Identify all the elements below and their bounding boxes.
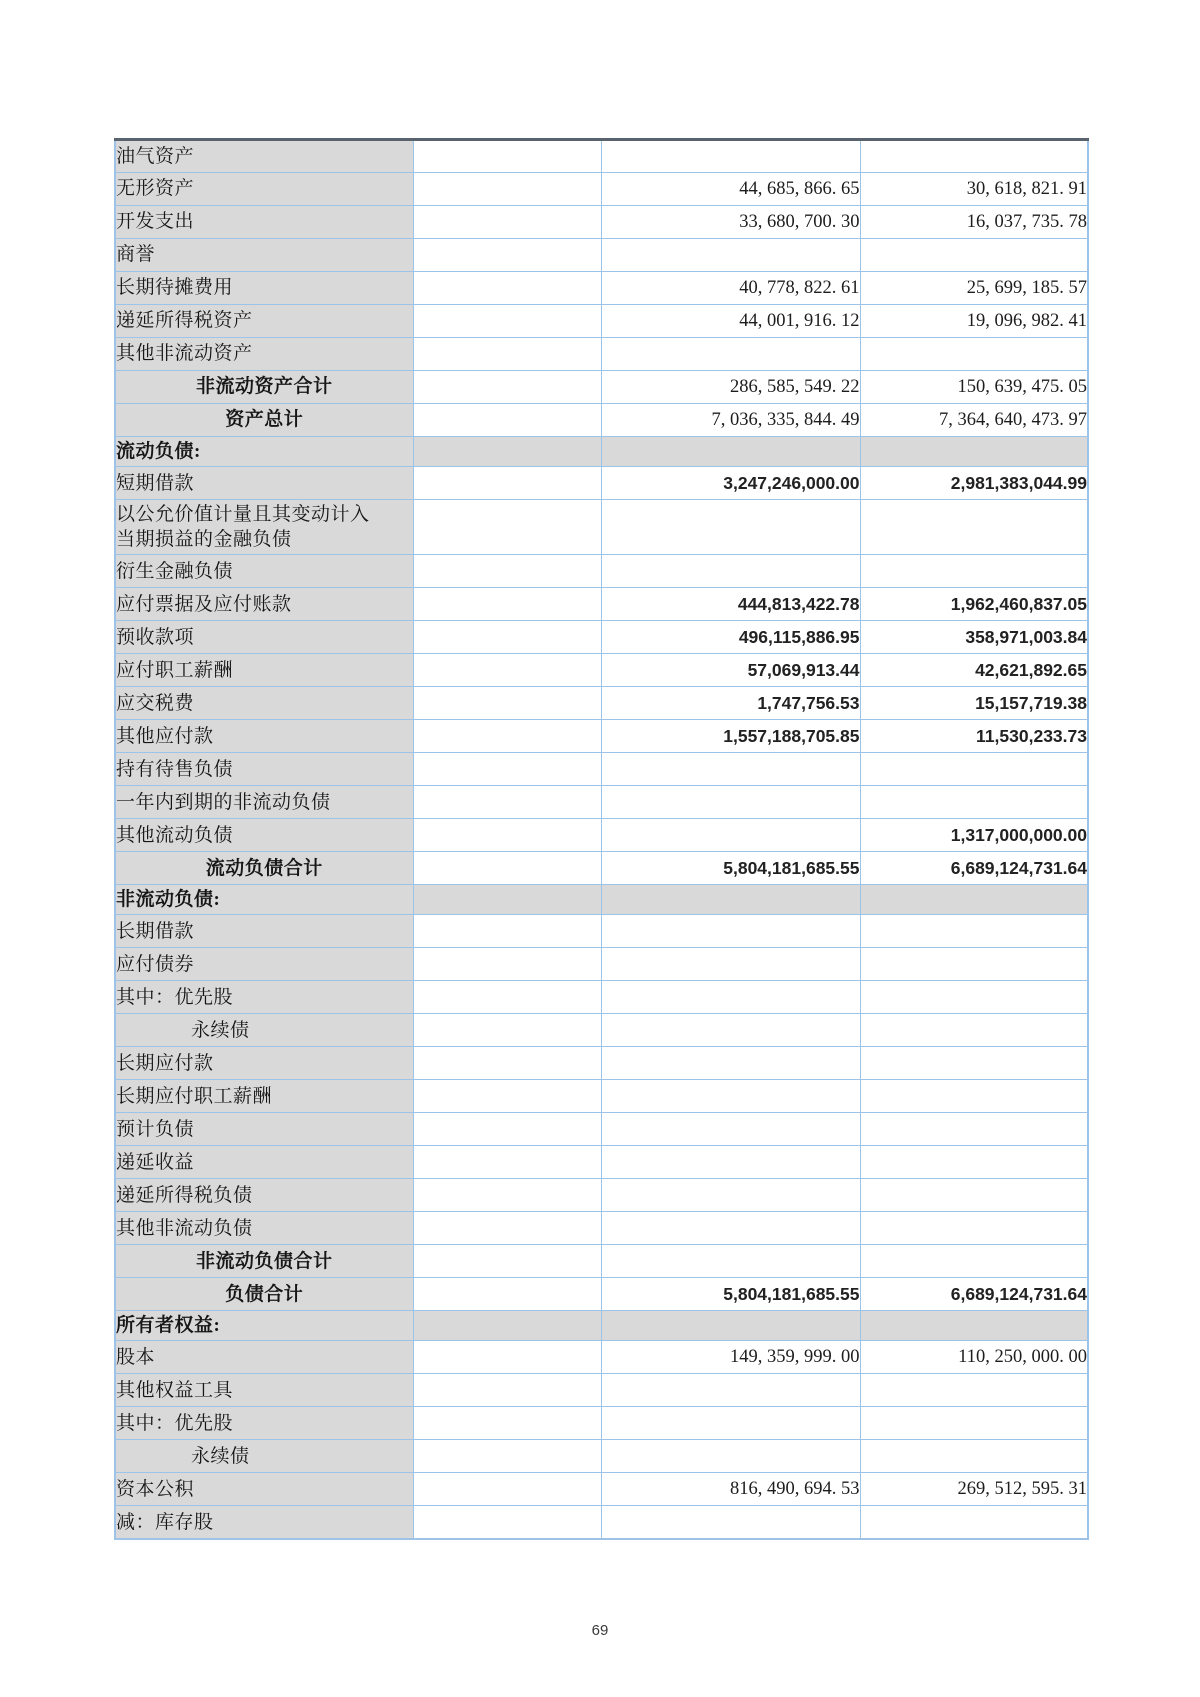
row-label: 其中：优先股: [115, 1407, 413, 1440]
row-label: 流动负债合计: [115, 852, 413, 885]
note-cell: [413, 305, 601, 338]
table-row: [115, 885, 1088, 915]
prior-period-amount: 6,689,124,731.64: [860, 852, 1088, 885]
row-label: 非流动资产合计: [115, 371, 413, 404]
note-cell: [413, 1311, 601, 1341]
note-cell: [413, 272, 601, 305]
row-label: 减：库存股: [115, 1506, 413, 1539]
prior-period-amount: [860, 948, 1088, 981]
table-row: [115, 1407, 1088, 1440]
table-row: [115, 915, 1088, 948]
prior-period-amount: [860, 786, 1088, 819]
row-label-line: 以公允价值计量且其变动计入: [116, 504, 370, 526]
row-label: [115, 500, 413, 555]
table-row: [115, 371, 1088, 404]
table-row: [115, 437, 1088, 467]
row-label: 持有待售负债: [115, 753, 413, 786]
row-label: 应付票据及应付账款: [115, 588, 413, 621]
note-cell: [413, 915, 601, 948]
table-row: [115, 1146, 1088, 1179]
table-row: [115, 687, 1088, 720]
row-label: 长期应付款: [115, 1047, 413, 1080]
table-row: [115, 338, 1088, 371]
note-cell: [413, 1080, 601, 1113]
note-cell: [413, 1113, 601, 1146]
table-row: [115, 654, 1088, 687]
note-cell: [413, 140, 601, 173]
current-period-amount: 444,813,422.78: [601, 588, 860, 621]
note-cell: [413, 371, 601, 404]
current-period-amount: [601, 1506, 860, 1539]
table-row: [115, 239, 1088, 272]
current-period-amount: [601, 1311, 860, 1341]
note-cell: [413, 852, 601, 885]
prior-period-amount: [860, 981, 1088, 1014]
prior-period-amount: 269, 512, 595. 31: [860, 1473, 1088, 1506]
prior-period-amount: [860, 1245, 1088, 1278]
prior-period-amount: 150, 639, 475. 05: [860, 371, 1088, 404]
table-row: [115, 1473, 1088, 1506]
note-cell: [413, 1047, 601, 1080]
prior-period-amount: [860, 437, 1088, 467]
prior-period-amount: 16, 037, 735. 78: [860, 206, 1088, 239]
row-label: 应付职工薪酬: [115, 654, 413, 687]
current-period-amount: [601, 786, 860, 819]
table-row: [115, 1341, 1088, 1374]
row-label: 其他非流动负债: [115, 1212, 413, 1245]
table-row: [115, 1179, 1088, 1212]
row-label: 股本: [115, 1341, 413, 1374]
row-label: 一年内到期的非流动负债: [115, 786, 413, 819]
row-label: 递延所得税资产: [115, 305, 413, 338]
note-cell: [413, 338, 601, 371]
row-label: 非流动负债合计: [115, 1245, 413, 1278]
current-period-amount: 33, 680, 700. 30: [601, 206, 860, 239]
row-label: 其他应付款: [115, 720, 413, 753]
current-period-amount: [601, 915, 860, 948]
note-cell: [413, 1374, 601, 1407]
current-period-amount: [601, 140, 860, 173]
table-row: [115, 753, 1088, 786]
row-label: 所有者权益:: [115, 1311, 413, 1341]
current-period-amount: [601, 1374, 860, 1407]
note-cell: [413, 1341, 601, 1374]
note-cell: [413, 1407, 601, 1440]
table-row: [115, 404, 1088, 437]
table-row: [115, 1278, 1088, 1311]
row-label: 其中：优先股: [115, 981, 413, 1014]
current-period-amount: [601, 1113, 860, 1146]
note-cell: [413, 588, 601, 621]
current-period-amount: 5,804,181,685.55: [601, 852, 860, 885]
prior-period-amount: 6,689,124,731.64: [860, 1278, 1088, 1311]
row-label: 递延所得税负债: [115, 1179, 413, 1212]
current-period-amount: 149, 359, 999. 00: [601, 1341, 860, 1374]
prior-period-amount: 15,157,719.38: [860, 687, 1088, 720]
prior-period-amount: [860, 500, 1088, 555]
current-period-amount: [601, 819, 860, 852]
row-label: 递延收益: [115, 1146, 413, 1179]
note-cell: [413, 1014, 601, 1047]
row-label: 其他流动负债: [115, 819, 413, 852]
note-cell: [413, 687, 601, 720]
prior-period-amount: 25, 699, 185. 57: [860, 272, 1088, 305]
row-label: 衍生金融负债: [115, 555, 413, 588]
current-period-amount: [601, 1179, 860, 1212]
current-period-amount: 57,069,913.44: [601, 654, 860, 687]
table-row: [115, 948, 1088, 981]
row-label: 无形资产: [115, 173, 413, 206]
row-label-line: 当期损益的金融负债: [116, 529, 292, 551]
row-label: 负债合计: [115, 1278, 413, 1311]
table-row: [115, 140, 1088, 173]
prior-period-amount: 358,971,003.84: [860, 621, 1088, 654]
prior-period-amount: 42,621,892.65: [860, 654, 1088, 687]
prior-period-amount: [860, 1440, 1088, 1473]
row-label: 永续债: [115, 1440, 413, 1473]
prior-period-amount: [860, 555, 1088, 588]
note-cell: [413, 1212, 601, 1245]
table-row: [115, 206, 1088, 239]
prior-period-amount: [860, 1014, 1088, 1047]
current-period-amount: 40, 778, 822. 61: [601, 272, 860, 305]
prior-period-amount: [860, 1146, 1088, 1179]
current-period-amount: [601, 1047, 860, 1080]
prior-period-amount: [860, 1374, 1088, 1407]
row-label: 商誉: [115, 239, 413, 272]
table-row: [115, 467, 1088, 500]
row-label: 资产总计: [115, 404, 413, 437]
current-period-amount: [601, 948, 860, 981]
current-period-amount: [601, 1080, 860, 1113]
note-cell: [413, 173, 601, 206]
note-cell: [413, 404, 601, 437]
prior-period-amount: [860, 1407, 1088, 1440]
table-row: [115, 272, 1088, 305]
prior-period-amount: [860, 753, 1088, 786]
table-row: [115, 1212, 1088, 1245]
note-cell: [413, 1278, 601, 1311]
table-row: [115, 500, 1088, 555]
prior-period-amount: 1,962,460,837.05: [860, 588, 1088, 621]
current-period-amount: [601, 753, 860, 786]
current-period-amount: [601, 239, 860, 272]
current-period-amount: [601, 885, 860, 915]
prior-period-amount: [860, 1212, 1088, 1245]
row-label: 开发支出: [115, 206, 413, 239]
note-cell: [413, 885, 601, 915]
current-period-amount: [601, 1014, 860, 1047]
table-row: [115, 1374, 1088, 1407]
current-period-amount: [601, 555, 860, 588]
balance-sheet-table: [114, 138, 1089, 1540]
current-period-amount: 3,247,246,000.00: [601, 467, 860, 500]
note-cell: [413, 720, 601, 753]
prior-period-amount: 7, 364, 640, 473. 97: [860, 404, 1088, 437]
table-row: [115, 1113, 1088, 1146]
row-label: 预计负债: [115, 1113, 413, 1146]
current-period-amount: [601, 1440, 860, 1473]
note-cell: [413, 786, 601, 819]
table-row: [115, 720, 1088, 753]
note-cell: [413, 437, 601, 467]
row-label: 预收款项: [115, 621, 413, 654]
current-period-amount: 5,804,181,685.55: [601, 1278, 860, 1311]
current-period-amount: 816, 490, 694. 53: [601, 1473, 860, 1506]
note-cell: [413, 239, 601, 272]
prior-period-amount: 19, 096, 982. 41: [860, 305, 1088, 338]
note-cell: [413, 206, 601, 239]
table-row: [115, 981, 1088, 1014]
row-label: 应付债券: [115, 948, 413, 981]
note-cell: [413, 819, 601, 852]
row-label: 短期借款: [115, 467, 413, 500]
row-label: 非流动负债:: [115, 885, 413, 915]
row-label: 油气资产: [115, 140, 413, 173]
prior-period-amount: [860, 1113, 1088, 1146]
prior-period-amount: [860, 239, 1088, 272]
note-cell: [413, 1179, 601, 1212]
current-period-amount: 7, 036, 335, 844. 49: [601, 404, 860, 437]
table-row: [115, 555, 1088, 588]
row-label: 流动负债:: [115, 437, 413, 467]
current-period-amount: 44, 685, 866. 65: [601, 173, 860, 206]
row-label: 应交税费: [115, 687, 413, 720]
prior-period-amount: [860, 1179, 1088, 1212]
note-cell: [413, 948, 601, 981]
table-row: [115, 786, 1088, 819]
prior-period-amount: [860, 915, 1088, 948]
note-cell: [413, 1506, 601, 1539]
table-row: [115, 621, 1088, 654]
prior-period-amount: [860, 1047, 1088, 1080]
row-label: 资本公积: [115, 1473, 413, 1506]
table-row: [115, 1047, 1088, 1080]
table-row: [115, 1080, 1088, 1113]
note-cell: [413, 654, 601, 687]
prior-period-amount: [860, 1506, 1088, 1539]
note-cell: [413, 753, 601, 786]
table-row: [115, 588, 1088, 621]
note-cell: [413, 467, 601, 500]
table-row: [115, 305, 1088, 338]
prior-period-amount: 1,317,000,000.00: [860, 819, 1088, 852]
table-row: [115, 852, 1088, 885]
note-cell: [413, 621, 601, 654]
note-cell: [413, 1245, 601, 1278]
table-row: [115, 1245, 1088, 1278]
current-period-amount: 286, 585, 549. 22: [601, 371, 860, 404]
row-label: 其他权益工具: [115, 1374, 413, 1407]
prior-period-amount: [860, 1080, 1088, 1113]
prior-period-amount: 2,981,383,044.99: [860, 467, 1088, 500]
current-period-amount: 44, 001, 916. 12: [601, 305, 860, 338]
row-label: 永续债: [115, 1014, 413, 1047]
note-cell: [413, 500, 601, 555]
table-row: [115, 1014, 1088, 1047]
prior-period-amount: 110, 250, 000. 00: [860, 1341, 1088, 1374]
current-period-amount: 496,115,886.95: [601, 621, 860, 654]
table-row: [115, 173, 1088, 206]
note-cell: [413, 1440, 601, 1473]
current-period-amount: [601, 338, 860, 371]
table-row: [115, 1506, 1088, 1539]
current-period-amount: [601, 1146, 860, 1179]
current-period-amount: [601, 1245, 860, 1278]
prior-period-amount: [860, 140, 1088, 173]
table-row: [115, 1311, 1088, 1341]
prior-period-amount: [860, 885, 1088, 915]
row-label: 其他非流动资产: [115, 338, 413, 371]
balance-sheet-body: [115, 140, 1088, 1539]
current-period-amount: 1,747,756.53: [601, 687, 860, 720]
note-cell: [413, 1146, 601, 1179]
current-period-amount: 1,557,188,705.85: [601, 720, 860, 753]
page-number: 69: [591, 1622, 609, 1639]
note-cell: [413, 981, 601, 1014]
current-period-amount: [601, 500, 860, 555]
note-cell: [413, 1473, 601, 1506]
row-label: 长期借款: [115, 915, 413, 948]
prior-period-amount: [860, 338, 1088, 371]
row-label: 长期待摊费用: [115, 272, 413, 305]
current-period-amount: [601, 981, 860, 1014]
prior-period-amount: 11,530,233.73: [860, 720, 1088, 753]
note-cell: [413, 555, 601, 588]
current-period-amount: [601, 437, 860, 467]
table-row: [115, 1440, 1088, 1473]
table-row: [115, 819, 1088, 852]
current-period-amount: [601, 1212, 860, 1245]
row-label: 长期应付职工薪酬: [115, 1080, 413, 1113]
current-period-amount: [601, 1407, 860, 1440]
prior-period-amount: 30, 618, 821. 91: [860, 173, 1088, 206]
prior-period-amount: [860, 1311, 1088, 1341]
